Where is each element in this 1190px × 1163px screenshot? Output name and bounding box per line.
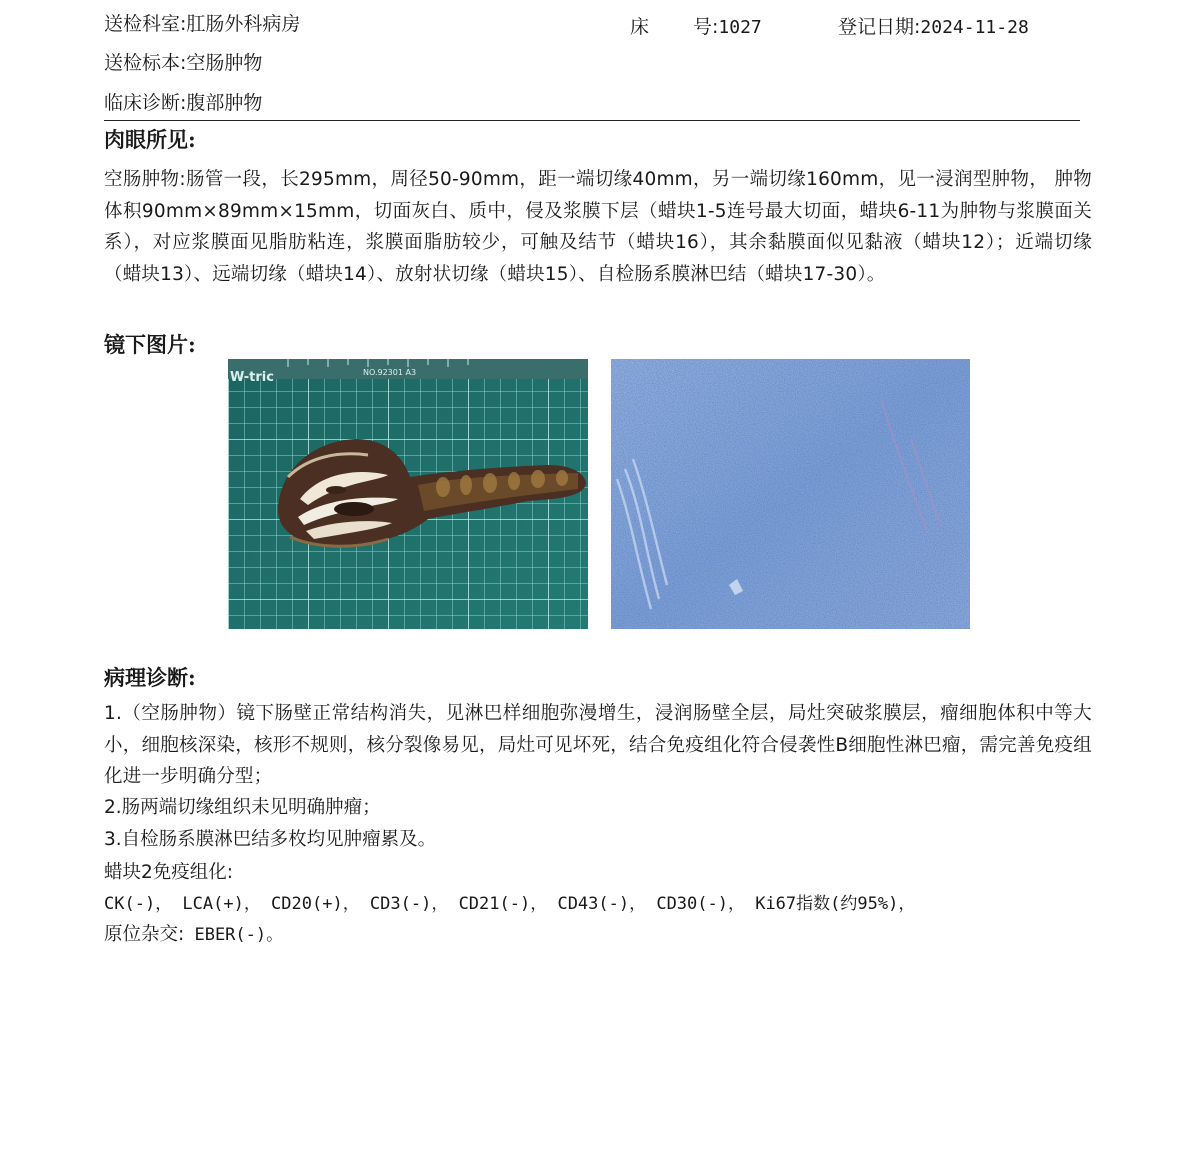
bed-label-2: 号: — [693, 16, 719, 38]
clinical-diagnosis-value: 腹部肿物 — [186, 92, 263, 114]
bed-field — [630, 12, 762, 39]
dept-value: 肛肠外科病房 — [186, 13, 301, 35]
ruler-label-text: NO.92301 A3 — [363, 368, 417, 377]
clinical-diagnosis-label: 临床诊断: — [104, 92, 187, 114]
bed-value: 1027 — [718, 17, 762, 38]
microscopy-photo — [611, 359, 970, 629]
pathology-diagnosis-title: 病理诊断: — [104, 665, 196, 690]
date-value: 2024-11-28 — [920, 17, 1029, 38]
microscopy-images-title: 镜下图片: — [104, 332, 196, 357]
dept-label: 送检科室: — [104, 13, 187, 35]
ish-row — [104, 920, 283, 946]
diagnosis-row — [104, 91, 262, 115]
diagnosis-item-1: 1.（空肠肿物）镜下肠壁正常结构消失，见淋巴样细胞弥漫增生，浸润肠壁全层，局灶突破浆膜层，瘤细胞体积中等大小，细胞核深染，核形不规则，核分裂像易见，局灶可见坏死，结合免疫组化符合侵袭性B细胞性淋巴瘤，需完善免疫组化进一步明确分型； — [104, 703, 1092, 787]
gross-findings-text: 空肠肿物:肠管一段，长295mm，周径50-90mm，距一端切缘40mm，另一端切缘160mm，见一浸润型肿物， 肿物体积90mm×89mm×15mm，切面灰白、质中，侵及浆膜下层（蜡块1-5连号最大切面，蜡块6-11为肿物与浆膜面关系），对应浆膜面见脂肪粘连，浆膜面脂肪较少，可触及结节（蜡块16），其余黏膜面似见黏液（蜡块12）；近端切缘（蜡块13）、远端切缘（蜡块14）、放射状切缘（蜡块15）、自检肠系膜淋巴结（蜡块17-30）。 — [104, 169, 1092, 285]
specimen-value: 空肠肿物 — [186, 52, 263, 74]
ish-label: 原位杂交: — [104, 924, 185, 945]
specimen-label: 送检标本: — [104, 52, 187, 74]
ruler-brand-text: W-tric — [230, 370, 274, 385]
date-label: 登记日期: — [838, 16, 921, 38]
header-divider — [104, 120, 1080, 121]
bed-label-1: 床 — [630, 16, 650, 38]
ihc-results: CK(-)， LCA(+)， CD20(+)， CD3(-)， CD21(-)， CD43(-)， CD30(-)， Ki67指数(约95%)， — [104, 894, 916, 914]
gross-findings-title: 肉眼所见: — [104, 127, 196, 152]
diagnosis-item-2: 2.肠两端切缘组织未见明确肿瘤； — [104, 797, 381, 818]
diagnosis-item-3: 3.自检肠系膜淋巴结多枚均见肿瘤累及。 — [104, 829, 437, 850]
ihc-title: 蜡块2免疫组化: — [104, 862, 234, 883]
specimen-row — [104, 51, 262, 75]
gross-specimen-photo — [228, 359, 588, 629]
dept-row — [104, 12, 300, 36]
date-field — [838, 12, 1029, 39]
ish-result: EBER(-)。 — [184, 925, 284, 945]
